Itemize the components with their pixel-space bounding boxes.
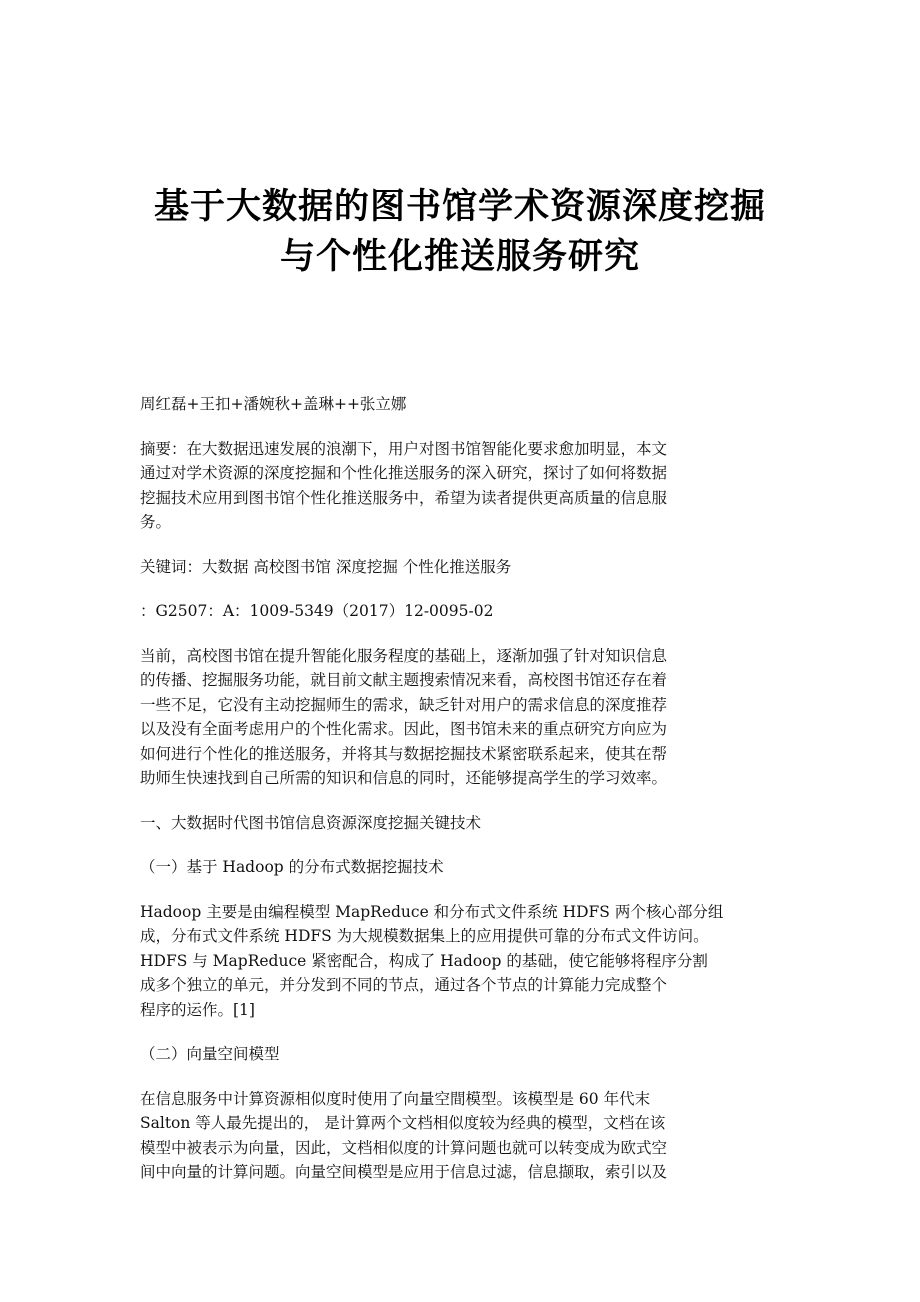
hadoop-line: 成，分布式文件系统 HDFS 为大规模数据集上的应用提供可靠的分布式文件访问。 [140,927,709,945]
paper-title [60,182,860,282]
vsm-line: 间中向量的计算问题。向量空间模型是应用于信息过滤，信息撷取，索引以及 [140,1163,668,1181]
intro-line: 的传播、挖掘服务功能，就目前文献主题搜索情况来看，高校图书馆还存在着 [140,671,668,689]
intro-paragraph [140,644,790,791]
intro-line: 当前，高校图书馆在提升智能化服务程度的基础上，逐渐加强了针对知识信息 [140,646,668,665]
vsm-line: 在信息服务中计算资源相似度时使用了向量空間模型。该模型是 60 年代末 [140,1089,651,1108]
paper-body [140,392,790,1205]
intro-line: 一些不足，它没有主动挖掘师生的需求，缺乏针对用户的需求信息的深度推荐 [140,695,668,714]
hadoop-paragraph [140,900,790,1023]
section-heading: 一、大数据时代图书馆信息资源深度挖掘关键技术 [140,813,482,832]
subsection-heading-vsm: （二）向量空间模型 [140,1045,280,1063]
abstract-line: 通过对学术资源的深度挖掘和个性化推送服务的深入研究，探讨了如何将数据 [140,464,668,482]
hadoop-line: 成多个独立的单元，并分发到不同的节点，通过各个节点的计算能力完成整个 [140,976,668,994]
keywords: 关键词：大数据 高校图书馆 深度挖掘 个性化推送服务 [140,557,512,576]
subsection-heading-hadoop: （一）基于 Hadoop 的分布式数据挖掘技术 [140,858,444,876]
intro-line: 以及没有全面考虑用户的个性化需求。因此，图书馆未来的重点研究方向应为 [140,720,668,738]
intro-line: 如何进行个性化的推送服务，并将其与数据挖掘技术紧密联系起来，使其在帮 [140,744,668,763]
vsm-line: Salton 等人最先提出的， 是计算两个文档相似度较为经典的模型，文档在该 [140,1114,666,1132]
intro-line: 助师生快速找到自己所需的知识和信息的同时，还能够提高学生的学习效率。 [140,769,668,787]
classification-info: ：G2507：A：1009-5349（2017）12-0095-02 [140,602,494,620]
abstract-line: 摘要：在大数据迅速发展的浪潮下，用户对图书馆智能化要求愈加明显，本文 [140,439,668,458]
abstract-line: 务。 [140,513,172,531]
paper-title-line-1: 基于大数据的图书馆学术资源深度挖掘 [153,187,766,227]
abstract [140,437,790,535]
paper-title-line-2: 与个性化推送服务研究 [279,237,640,277]
hadoop-line: 程序的运作。[1] [140,1000,255,1019]
hadoop-line: HDFS 与 MapReduce 紧密配合，构成了 Hadoop 的基础，使它能够将程序分割 [140,951,708,970]
abstract-line: 挖掘技术应用到图书馆个性化推送服务中，希望为读者提供更高质量的信息服 [140,488,668,507]
authors: 周红磊+王扣+潘婉秋+盖琳++张立娜 [140,395,407,413]
hadoop-line: Hadoop 主要是由编程模型 MapReduce 和分布式文件系统 HDFS 两个核心部分组 [140,902,724,921]
vsm-paragraph [140,1087,790,1185]
vsm-line: 模型中被表示为向量，因此，文档相似度的计算问题也就可以转变成为欧式空 [140,1138,668,1157]
